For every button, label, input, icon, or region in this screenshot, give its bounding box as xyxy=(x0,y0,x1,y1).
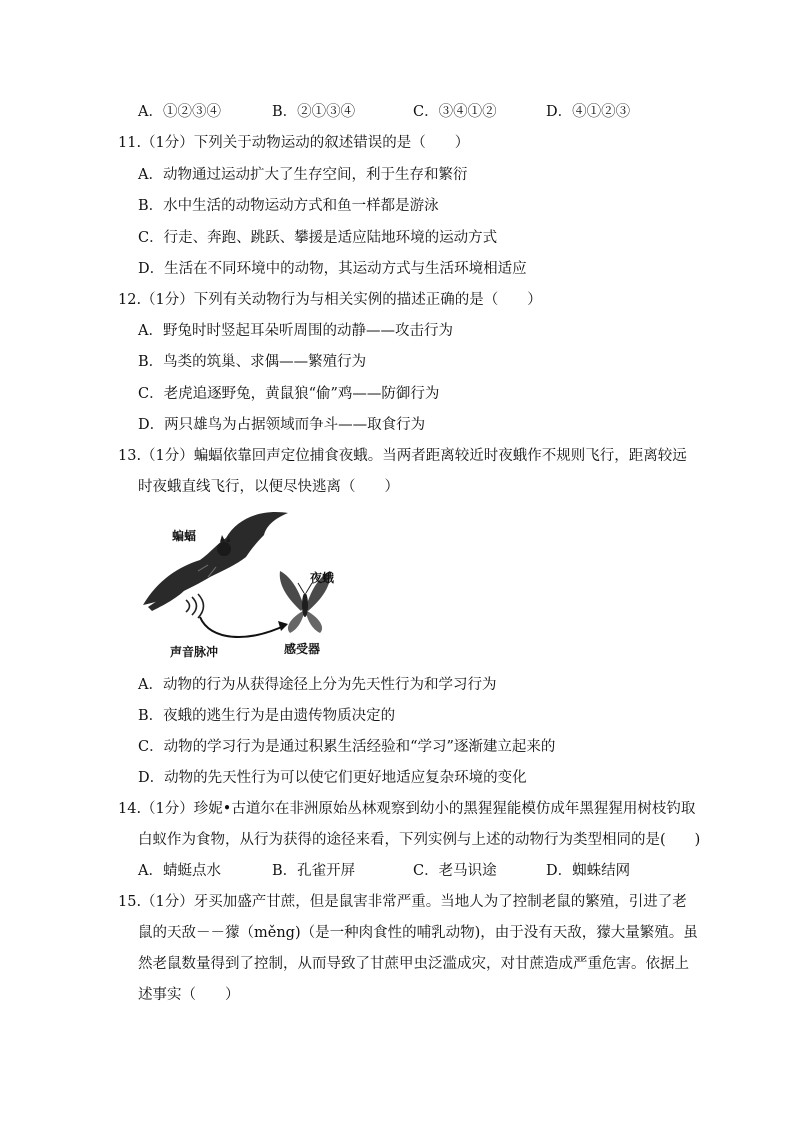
pulse-arrow xyxy=(200,617,286,637)
q11-stem: 11.（1分）下列关于动物运动的叙述错误的是（ ） xyxy=(118,135,470,151)
q10-option-b[interactable]: B．②①③④ xyxy=(272,104,356,120)
q13-option-d[interactable]: D．动物的先天性行为可以使它们更好地适应复杂环境的变化 xyxy=(138,770,527,786)
q14-stem-line2: 白蚁作为食物，从行为获得的途径来看，下列实例与上述的动物行为类型相同的是( ) xyxy=(138,832,701,848)
q14-option-b[interactable]: B．孔雀开屏 xyxy=(272,863,356,879)
sound-pulse-label: 声音脉冲 xyxy=(170,645,219,659)
q12-option-b[interactable]: B．鸟类的筑巢、求偶——繁殖行为 xyxy=(138,354,367,370)
q13-option-b[interactable]: B．夜蛾的逃生行为是由遗传物质决定的 xyxy=(138,708,396,724)
receptor-label: 感受器 xyxy=(284,642,321,656)
q11-option-a[interactable]: A．动物通过运动扩大了生存空间，利于生存和繁衍 xyxy=(138,167,468,183)
q11-option-b[interactable]: B．水中生活的动物运动方式和鱼一样都是游泳 xyxy=(138,198,439,214)
q12-option-d[interactable]: D．两只雄鸟为占据领域而争斗——取食行为 xyxy=(138,417,426,433)
q13-option-c[interactable]: C．动物的学习行为是通过积累生活经验和“学习”逐渐建立起来的 xyxy=(138,739,556,755)
q10-option-d[interactable]: D．④①②③ xyxy=(546,104,631,120)
q11-option-d[interactable]: D．生活在不同环境中的动物，其运动方式与生活环境相适应 xyxy=(138,261,527,277)
q12-option-c[interactable]: C．老虎追逐野兔，黄鼠狼“偷”鸡——防御行为 xyxy=(138,386,440,402)
bat-label: 蝙蝠 xyxy=(172,529,197,543)
q15-stem-line2: 鼠的天敌－－獴（měng)（是一种肉食性的哺乳动物)，由于没有天敌，獴大量繁殖。虽 xyxy=(138,925,698,941)
bat-moth-figure xyxy=(138,505,368,663)
q15-stem-line3: 然老鼠数量得到了控制，从而导致了甘蔗甲虫泛滥成灾，对甘蔗造成严重危害。依据上 xyxy=(138,956,689,972)
q11-option-c[interactable]: C．行走、奔跑、跳跃、攀援是适应陆地环境的运动方式 xyxy=(138,230,498,246)
moth-label: 夜蛾 xyxy=(310,571,335,585)
q14-stem-line1: 14.（1分）珍妮•古道尔在非洲原始丛林观察到幼小的黑猩猩能模仿成年黑猩猩用树枝钓取 xyxy=(118,801,696,817)
q15-stem-line1: 15.（1分）牙买加盛产甘蔗，但是鼠害非常严重。当地人为了控制老鼠的繁殖，引进了老 xyxy=(118,894,687,910)
q14-option-d[interactable]: D．蜘蛛结网 xyxy=(546,863,631,879)
bat-icon xyxy=(143,512,288,611)
q15-stem-line4: 述事实（ ） xyxy=(138,987,240,1003)
q10-option-c[interactable]: C．③④①② xyxy=(413,104,497,120)
sound-pulse-icon xyxy=(186,594,204,618)
q12-stem: 12.（1分）下列有关动物行为与相关实例的描述正确的是（ ） xyxy=(118,292,542,308)
q13-option-a[interactable]: A．动物的行为从获得途径上分为先天性行为和学习行为 xyxy=(138,677,497,693)
q12-option-a[interactable]: A．野兔时时竖起耳朵听周围的动静——攻击行为 xyxy=(138,323,453,339)
q14-option-a[interactable]: A．蜻蜓点水 xyxy=(138,863,221,879)
q14-option-c[interactable]: C．老马识途 xyxy=(413,863,497,879)
q13-stem-line2: 时夜蛾直线飞行，以便尽快逃离（ ） xyxy=(138,479,399,495)
q10-option-a[interactable]: A．①②③④ xyxy=(138,104,221,120)
q13-stem-line1: 13.（1分）蝙蝠依靠回声定位捕食夜蛾。当两者距离较近时夜蛾作不规则飞行，距离较远 xyxy=(118,448,687,464)
